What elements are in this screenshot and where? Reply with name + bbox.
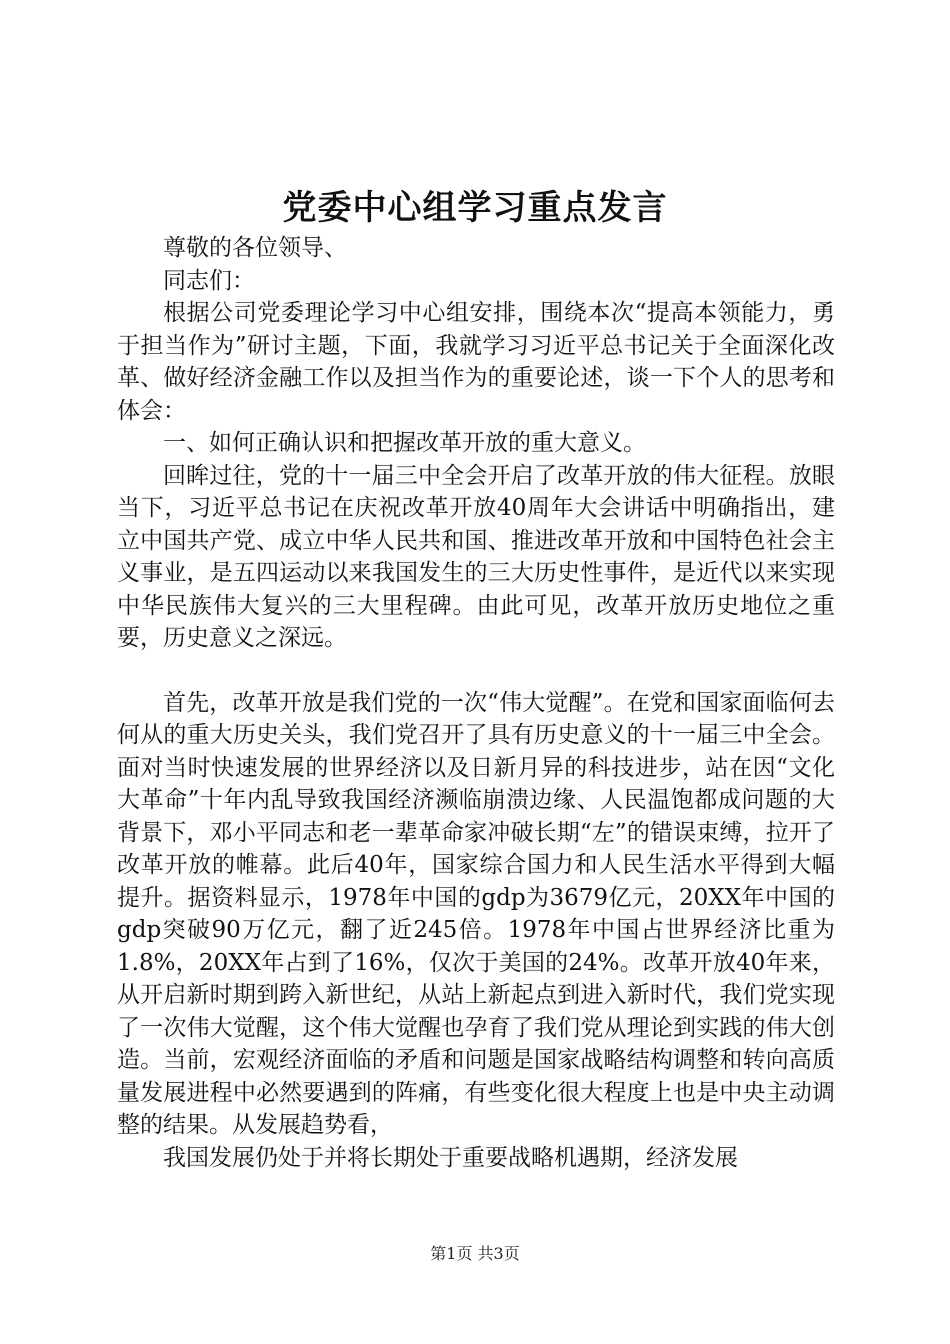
salutation-line: 尊敬的各位领导、 bbox=[163, 235, 347, 261]
paragraph: 我国发展仍处于并将长期处于重要战略机遇期，经济发展 bbox=[163, 1144, 738, 1171]
document-body bbox=[117, 232, 835, 1174]
paragraph: 根据公司党委理论学习中心组安排，围绕本次“提高本领能力，勇于担当作为”研讨主题，下面，我就学习习近平总书记关于全面深化改革、做好经济金融工作以及担当作为的重要论述，谈一下个人的思考和体会： bbox=[117, 300, 835, 424]
paragraph: 回眸过往，党的十一届三中全会开启了改革开放的伟大征程。放眼当下，习近平总书记在庆祝改革开放40周年大会讲话中明确指出，建立中国共产党、成立中华人民共和国、推进改革开放和中国特色社会主义事业，是五四运动以来我国发生的三大历史性事件，是近代以来实现中华民族伟大复兴的三大里程碑。由此可见，改革开放历史地位之重要，历史意义之深远。 bbox=[117, 462, 835, 651]
paragraph: 首先，改革开放是我们党的一次“伟大觉醒”。在党和国家面临何去何从的重大历史关头，我们党召开了具有历史意义的十一届三中全会。面对当时快速发展的世界经济以及日新月异的科技进步，站在因“文化大革命”十年内乱导致我国经济濒临崩溃边缘、人民温饱都成问题的大背景下，邓小平同志和老一辈革命家冲破长期“左”的错误束缚，拉开了改革开放的帷幕。此后40年，国家综合国力和人民生活水平得到大幅提升。据资料显示，1978年中国的gdp为3679亿元，20XX年中国的gdp突破90万亿元，翻了近245倍。1978年中国占世界经济比重为1.8%，20XX年占到了16%，仅次于美国的24%。改革开放40年来，从开启新时期到跨入新世纪，从站上新起点到进入新时代，我们党实现了一次伟大觉醒，这个伟大觉醒也孕育了我们党从理论到实践的伟大创造。当前，宏观经济面临的矛盾和问题是国家战略结构调整和转向高质量发展进程中必然要遇到的阵痛，有些变化很大程度上也是中央主动调整的结果。从发展趋势看， bbox=[117, 689, 835, 1138]
salutation-line: 同志们： bbox=[163, 267, 255, 294]
document-title: 党委中心组学习重点发言 bbox=[282, 188, 668, 228]
page-footer: 第1页 共3页 bbox=[430, 1244, 520, 1263]
section-heading: 一、如何正确认识和把握改革开放的重大意义。 bbox=[163, 430, 646, 456]
